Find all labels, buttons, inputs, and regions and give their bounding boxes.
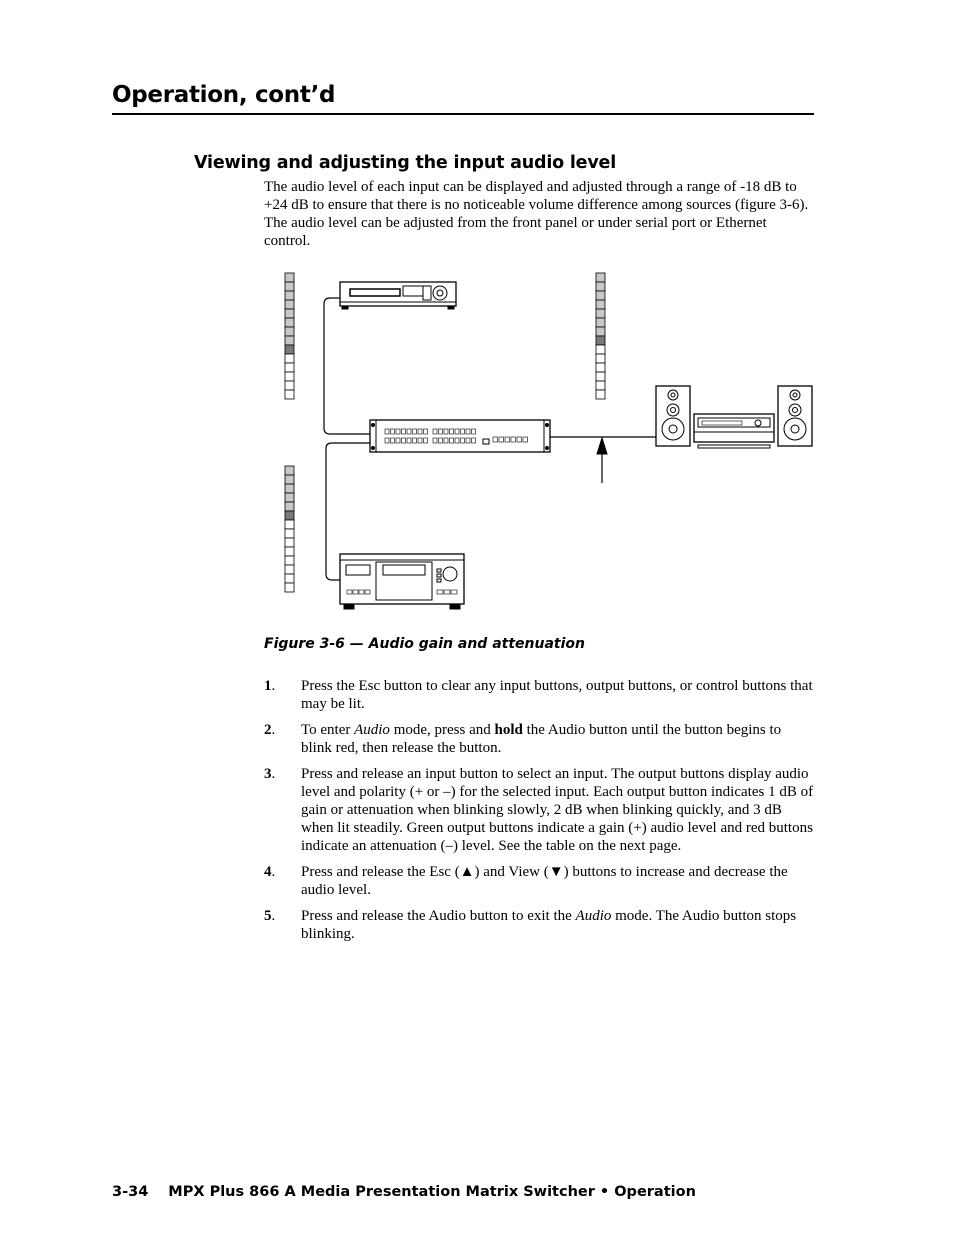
page-footer (112, 1184, 696, 1200)
step-text: Press and release an input button to select an input. The output buttons display audio level and polarity (+ or –) for the selected input. Each output button indicates 1 dB of gain or attenuation when blinking slowly, 2 dB when blinking quickly, and 3 dB when lit steadily. Green output buttons indicate a gain (+) audio level and red buttons indicate an attenuation (–) level. See the table on the next page. (301, 766, 814, 854)
step-number: 1. (264, 678, 276, 694)
audio-figure (280, 268, 820, 618)
footer-text: MPX Plus 866 A Media Presentation Matrix Switcher • Operation (168, 1184, 696, 1200)
speaker-icon (778, 386, 812, 446)
step-number: 4. (264, 864, 276, 880)
step-text: Press and release the Esc (▲) and View (▼) buttons to increase and decrease the audio level. (301, 864, 788, 898)
level-meter-icon (285, 466, 294, 592)
arrow-up-icon (597, 438, 607, 483)
page-header-title: Operation, cont’d (112, 82, 336, 108)
speaker-icon (656, 386, 690, 446)
step-text: Press the Esc button to clear any input buttons, output buttons, or control buttons that may be lit. (301, 678, 813, 712)
step-item (264, 721, 814, 757)
step-item (264, 677, 814, 713)
level-meter-icon (596, 273, 605, 399)
vcr-icon (340, 282, 456, 309)
step-item (264, 907, 814, 943)
matrix-switcher-icon (370, 420, 550, 452)
step-text: To enter Audio mode, press and hold the Audio button until the button begins to blink red, then release the button. (301, 722, 782, 756)
cd-player-icon (340, 554, 464, 609)
page-number: 3-34 (112, 1184, 149, 1200)
header-rule (112, 113, 814, 115)
step-text: Press and release the Audio button to exit the Audio mode. The Audio button stops blinking. (301, 908, 797, 942)
step-item (264, 863, 814, 899)
steps-list (264, 677, 814, 951)
level-meter-icon (285, 273, 294, 399)
step-number: 2. (264, 722, 276, 738)
figure-caption: Figure 3-6 — Audio gain and attenuation (264, 636, 585, 652)
step-item (264, 765, 814, 855)
section-heading: Viewing and adjusting the input audio level (194, 153, 617, 173)
intro-paragraph: The audio level of each input can be displayed and adjusted through a range of -18 dB to +24 dB to ensure that there is no noticeable volume difference among sources (figure 3-6). The audio level can be adjusted from the front panel or under serial port or Ethernet control. (264, 179, 809, 249)
step-number: 5. (264, 908, 276, 924)
step-number: 3. (264, 766, 276, 782)
stereo-system-icon (656, 386, 812, 448)
